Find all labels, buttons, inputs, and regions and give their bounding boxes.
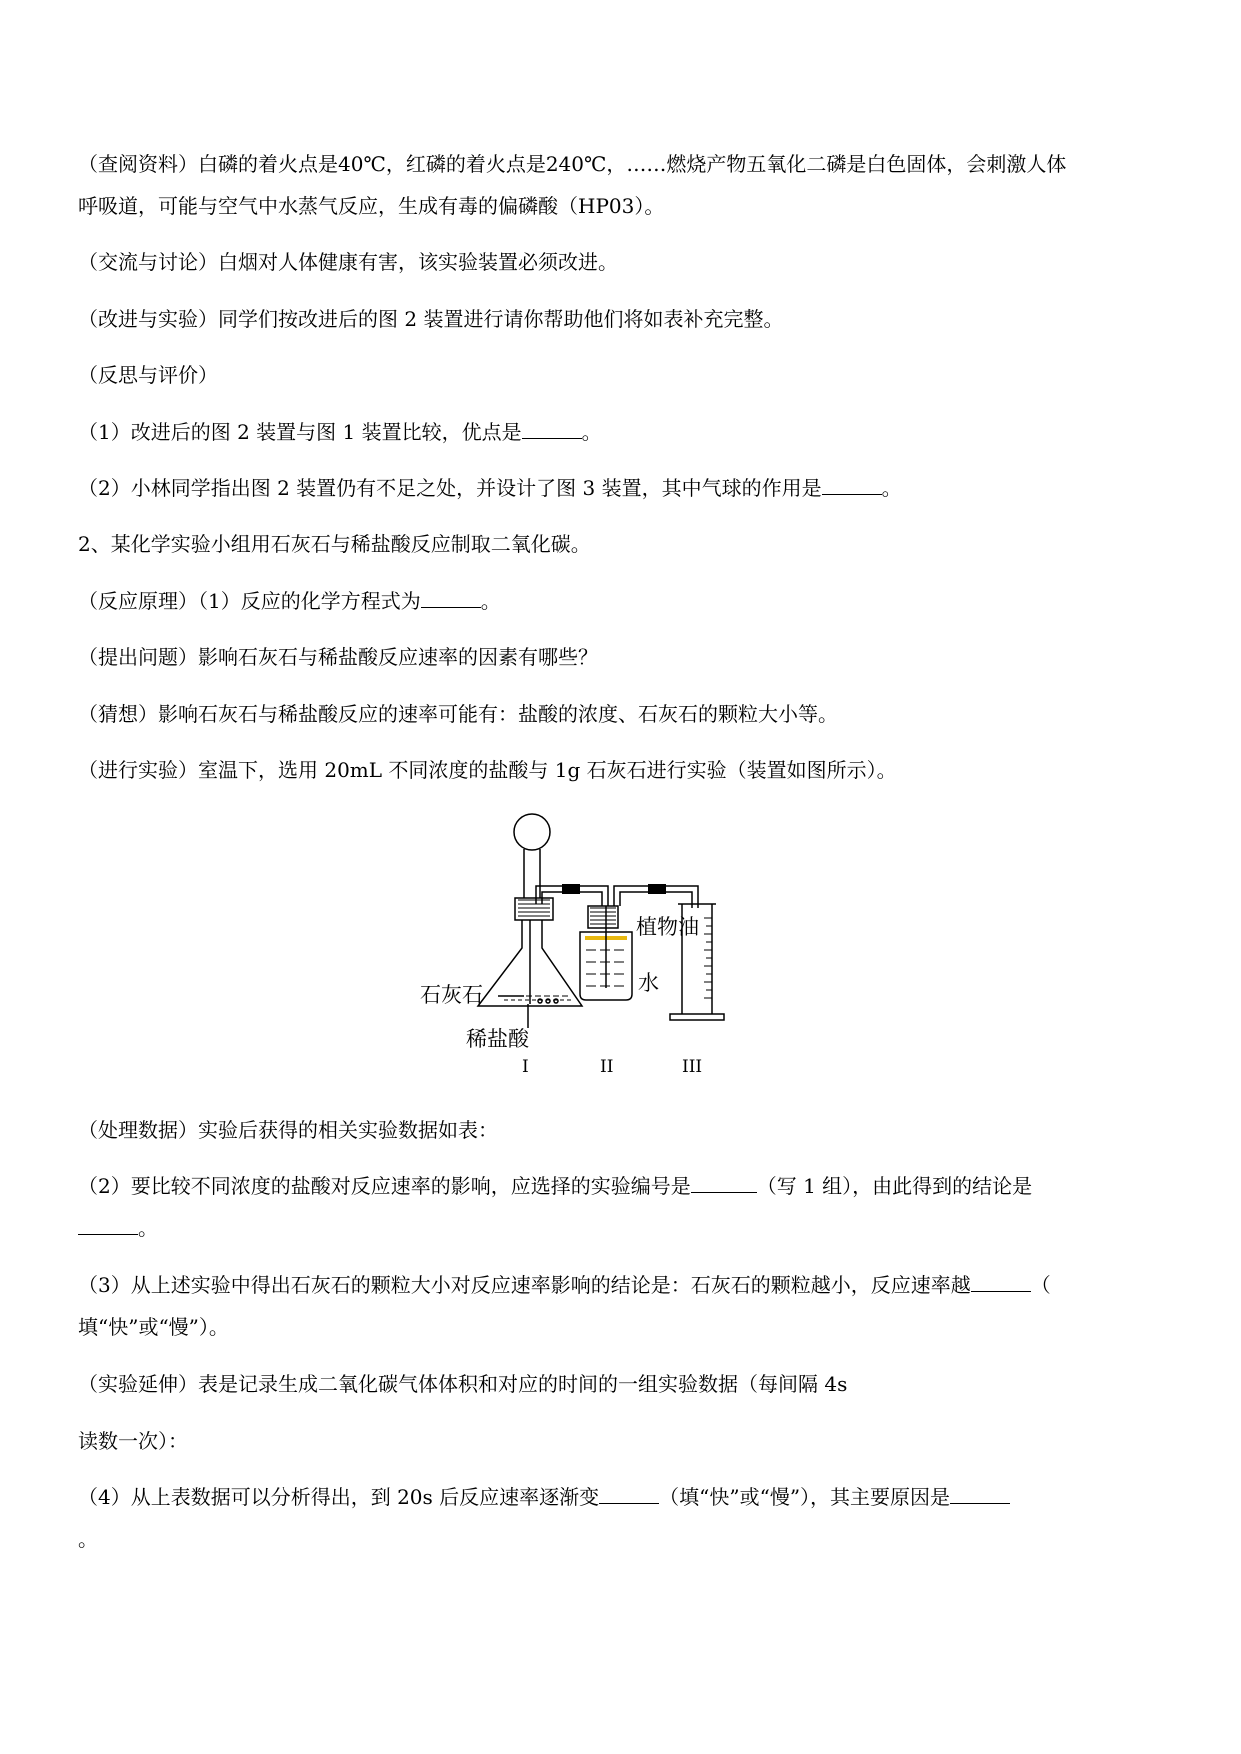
- question-text: 。: [881, 476, 902, 500]
- text-line: 填“快”或“慢”）。: [78, 1315, 229, 1339]
- answer-blank[interactable]: [691, 1172, 757, 1193]
- text-line: 。: [78, 1527, 98, 1551]
- apparatus-diagram: [420, 808, 800, 1093]
- text-line: 呼吸道，可能与空气中水蒸气反应，生成有毒的偏磷酸（HP03）。: [78, 194, 665, 218]
- text-line: （猜想）影响石灰石与稀盐酸反应的速率可能有：盐酸的浓度、石灰石的颗粒大小等。: [78, 702, 838, 726]
- question-text: （1）改进后的图 2 装置与图 1 装置比较，优点是: [78, 420, 522, 444]
- label-dilute-hcl: 稀盐酸: [466, 1027, 529, 1051]
- question-text: （2）要比较不同浓度的盐酸对反应速率的影响，应选择的实验编号是: [78, 1174, 691, 1198]
- label-vegetable-oil: 植物油: [636, 915, 699, 939]
- question-line: [78, 474, 1168, 502]
- question-text: 。: [581, 420, 602, 444]
- question-text: （: [1030, 1273, 1051, 1297]
- answer-blank[interactable]: [78, 1214, 138, 1235]
- text-line: （改进与实验）同学们按改进后的图 2 装置进行请你帮助他们将如表补充完整。: [78, 307, 784, 331]
- text-line: （处理数据）实验后获得的相关实验数据如表：: [78, 1118, 498, 1142]
- answer-blank[interactable]: [522, 418, 582, 439]
- bottle-stopper: [588, 906, 618, 928]
- tube-connector: [562, 884, 580, 894]
- question-line: [78, 1214, 1168, 1242]
- text-line: （查阅资料）白磷的着火点是40℃，红磷的着火点是240℃，……燃烧产物五氧化二磷是白色固体，会刺激人体: [78, 152, 1067, 176]
- question-line: [78, 1483, 1168, 1511]
- funnel-bulb: [514, 814, 550, 850]
- label-water: 水: [638, 971, 659, 995]
- answer-blank[interactable]: [950, 1483, 1010, 1504]
- question-text: （3）从上述实验中得出石灰石的颗粒大小对反应速率影响的结论是：石灰石的颗粒越小，反应速率越: [78, 1273, 971, 1297]
- text-line: 2、某化学实验小组用石灰石与稀盐酸反应制取二氧化碳。: [78, 532, 591, 556]
- text-line: （反思与评价）: [78, 363, 218, 387]
- answer-blank[interactable]: [421, 587, 481, 608]
- question-line: [78, 587, 1168, 615]
- label-apparatus-2: II: [600, 1057, 614, 1077]
- question-text: 。: [138, 1216, 158, 1240]
- question-line: [78, 1271, 1168, 1299]
- question-text: （2）小林同学指出图 2 装置仍有不足之处，并设计了图 3 装置，其中气球的作用是: [78, 476, 822, 500]
- answer-blank[interactable]: [822, 474, 882, 495]
- label-limestone: 石灰石: [420, 983, 483, 1007]
- question-line: [78, 1172, 1168, 1200]
- question-text: 。: [480, 589, 501, 613]
- cylinder-base: [670, 1014, 724, 1020]
- question-text: （填“快”或“慢”），其主要原因是: [659, 1485, 951, 1509]
- text-line: 读数一次）：: [78, 1429, 188, 1453]
- text-line: （提出问题）影响石灰石与稀盐酸反应速率的因素有哪些？: [78, 645, 598, 669]
- question-text: （写 1 组），由此得到的结论是: [756, 1174, 1033, 1198]
- question-text: （反应原理）（1）反应的化学方程式为: [78, 589, 421, 613]
- text-line: （实验延伸）表是记录生成二氧化碳气体体积和对应的时间的一组实验数据（每间隔 4s: [78, 1372, 848, 1396]
- question-text: （4）从上表数据可以分析得出，到 20s 后反应速率逐渐变: [78, 1485, 600, 1509]
- text-line: （交流与讨论）白烟对人体健康有害，该实验装置必须改进。: [78, 250, 618, 274]
- flask-stopper: [515, 898, 553, 920]
- tube-connector: [648, 884, 666, 894]
- answer-blank[interactable]: [971, 1271, 1031, 1292]
- label-apparatus-3: III: [682, 1057, 703, 1077]
- answer-blank[interactable]: [599, 1483, 659, 1504]
- text-line: （进行实验）室温下，选用 20mL 不同浓度的盐酸与 1g 石灰石进行实验（装置如图所示）。: [78, 758, 897, 782]
- question-line: [78, 418, 1168, 446]
- label-apparatus-1: I: [522, 1057, 529, 1077]
